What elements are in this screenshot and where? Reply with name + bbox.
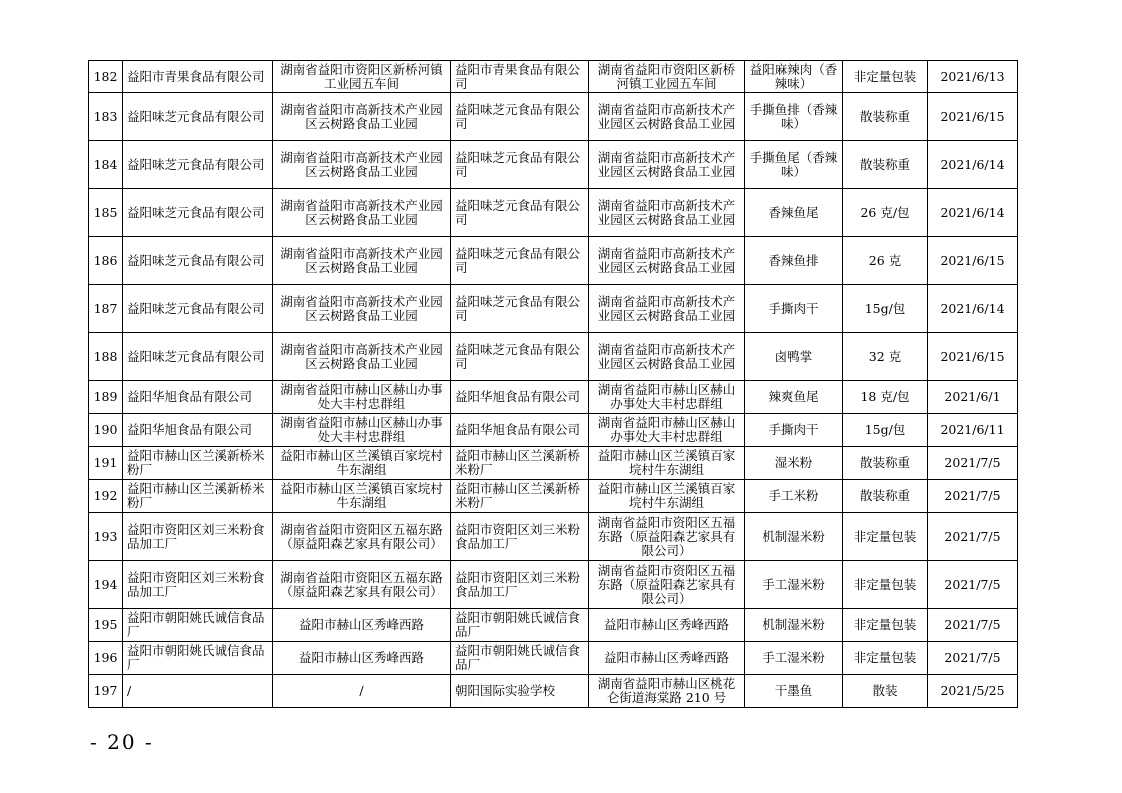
cell-producer: 益阳味芝元食品有限公司 — [123, 141, 273, 189]
cell-serial-number: 190 — [89, 414, 123, 447]
cell-production-date: 2021/7/5 — [928, 447, 1018, 480]
cell-producer: / — [123, 675, 273, 708]
cell-sampled-address: 湖南省益阳市赫山区桃花仑街道海棠路 210 号 — [589, 675, 745, 708]
cell-sampled-unit: 益阳市赫山区兰溪新桥米粉厂 — [451, 447, 589, 480]
table-row — [89, 189, 1018, 237]
cell-sampled-address: 湖南省益阳市资阳区新桥河镇工业园五车间 — [589, 61, 745, 93]
cell-serial-number: 197 — [89, 675, 123, 708]
cell-sampled-unit: 益阳市资阳区刘三米粉食品加工厂 — [451, 513, 589, 561]
cell-specification: 散装称重 — [843, 141, 928, 189]
table-row — [89, 561, 1018, 609]
cell-production-date: 2021/6/11 — [928, 414, 1018, 447]
cell-specification: 18 克/包 — [843, 381, 928, 414]
table-row — [89, 447, 1018, 480]
cell-sampled-unit: 朝阳国际实验学校 — [451, 675, 589, 708]
cell-serial-number: 187 — [89, 285, 123, 333]
table-row — [89, 675, 1018, 708]
cell-producer-address: 湖南省益阳市高新技术产业园区云树路食品工业园 — [273, 93, 451, 141]
cell-production-date: 2021/7/5 — [928, 609, 1018, 642]
table-row — [89, 381, 1018, 414]
cell-specification: 非定量包装 — [843, 642, 928, 675]
cell-producer: 益阳市朝阳姚氏诚信食品厂 — [123, 609, 273, 642]
cell-sampled-address: 湖南省益阳市高新技术产业园区云树路食品工业园 — [589, 237, 745, 285]
cell-product-name: 手工湿米粉 — [745, 642, 843, 675]
cell-serial-number: 185 — [89, 189, 123, 237]
cell-producer: 益阳味芝元食品有限公司 — [123, 333, 273, 381]
cell-specification: 散装称重 — [843, 447, 928, 480]
cell-producer: 益阳市资阳区刘三米粉食品加工厂 — [123, 561, 273, 609]
cell-specification: 非定量包装 — [843, 561, 928, 609]
cell-product-name: 香辣鱼排 — [745, 237, 843, 285]
cell-production-date: 2021/7/5 — [928, 642, 1018, 675]
cell-production-date: 2021/5/25 — [928, 675, 1018, 708]
cell-sampled-unit: 益阳味芝元食品有限公司 — [451, 285, 589, 333]
cell-producer: 益阳味芝元食品有限公司 — [123, 237, 273, 285]
cell-sampled-address: 湖南省益阳市高新技术产业园区云树路食品工业园 — [589, 285, 745, 333]
cell-product-name: 机制湿米粉 — [745, 513, 843, 561]
cell-serial-number: 196 — [89, 642, 123, 675]
cell-production-date: 2021/6/15 — [928, 237, 1018, 285]
cell-product-name: 手工湿米粉 — [745, 561, 843, 609]
cell-product-name: 辣爽鱼尾 — [745, 381, 843, 414]
cell-sampled-address: 湖南省益阳市赫山区赫山办事处大丰村忠群组 — [589, 381, 745, 414]
cell-producer-address: 湖南省益阳市高新技术产业园区云树路食品工业园 — [273, 189, 451, 237]
cell-serial-number: 182 — [89, 61, 123, 93]
cell-specification: 散装 — [843, 675, 928, 708]
cell-producer: 益阳华旭食品有限公司 — [123, 381, 273, 414]
cell-producer-address: 湖南省益阳市高新技术产业园区云树路食品工业园 — [273, 237, 451, 285]
cell-sampled-address: 湖南省益阳市赫山区赫山办事处大丰村忠群组 — [589, 414, 745, 447]
cell-product-name: 益阳麻辣肉（香辣味） — [745, 61, 843, 93]
cell-producer: 益阳市青果食品有限公司 — [123, 61, 273, 93]
cell-sampled-address: 益阳市赫山区兰溪镇百家垸村牛东湖组 — [589, 447, 745, 480]
cell-sampled-unit: 益阳市朝阳姚氏诚信食品厂 — [451, 609, 589, 642]
cell-serial-number: 195 — [89, 609, 123, 642]
cell-production-date: 2021/6/14 — [928, 189, 1018, 237]
sample-table — [88, 60, 1018, 708]
cell-production-date: 2021/6/14 — [928, 285, 1018, 333]
cell-product-name: 手撕鱼尾（香辣味） — [745, 141, 843, 189]
cell-sampled-unit: 益阳华旭食品有限公司 — [451, 414, 589, 447]
cell-sampled-address: 湖南省益阳市资阳区五福东路（原益阳森艺家具有限公司） — [589, 513, 745, 561]
cell-serial-number: 183 — [89, 93, 123, 141]
cell-sampled-address: 湖南省益阳市高新技术产业园区云树路食品工业园 — [589, 189, 745, 237]
table-row — [89, 93, 1018, 141]
cell-producer-address: 湖南省益阳市资阳区五福东路（原益阳森艺家具有限公司） — [273, 561, 451, 609]
cell-producer-address: 湖南省益阳市高新技术产业园区云树路食品工业园 — [273, 141, 451, 189]
cell-producer: 益阳市赫山区兰溪新桥米粉厂 — [123, 480, 273, 513]
table-row — [89, 609, 1018, 642]
cell-specification: 15g/包 — [843, 285, 928, 333]
cell-production-date: 2021/6/1 — [928, 381, 1018, 414]
cell-serial-number: 184 — [89, 141, 123, 189]
table-row — [89, 285, 1018, 333]
cell-producer: 益阳味芝元食品有限公司 — [123, 189, 273, 237]
cell-producer-address: 湖南省益阳市赫山区赫山办事处大丰村忠群组 — [273, 414, 451, 447]
cell-producer-address: 益阳市赫山区秀峰西路 — [273, 609, 451, 642]
cell-product-name: 手工米粉 — [745, 480, 843, 513]
cell-sampled-unit: 益阳市赫山区兰溪新桥米粉厂 — [451, 480, 589, 513]
cell-specification: 散装称重 — [843, 480, 928, 513]
cell-product-name: 湿米粉 — [745, 447, 843, 480]
cell-serial-number: 192 — [89, 480, 123, 513]
cell-sampled-unit: 益阳味芝元食品有限公司 — [451, 93, 589, 141]
cell-product-name: 手撕肉干 — [745, 285, 843, 333]
cell-sampled-address: 湖南省益阳市高新技术产业园区云树路食品工业园 — [589, 141, 745, 189]
cell-sampled-address: 湖南省益阳市高新技术产业园区云树路食品工业园 — [589, 333, 745, 381]
cell-sampled-unit: 益阳味芝元食品有限公司 — [451, 237, 589, 285]
page-number: - 20 - — [90, 730, 154, 754]
table-row — [89, 513, 1018, 561]
cell-producer-address: 湖南省益阳市高新技术产业园区云树路食品工业园 — [273, 285, 451, 333]
cell-producer-address: 益阳市赫山区秀峰西路 — [273, 642, 451, 675]
cell-sampled-unit: 益阳市朝阳姚氏诚信食品厂 — [451, 642, 589, 675]
table-row — [89, 237, 1018, 285]
table-row — [89, 61, 1018, 93]
cell-product-name: 机制湿米粉 — [745, 609, 843, 642]
table-row — [89, 141, 1018, 189]
cell-specification: 32 克 — [843, 333, 928, 381]
cell-sampled-unit: 益阳华旭食品有限公司 — [451, 381, 589, 414]
cell-specification: 26 克/包 — [843, 189, 928, 237]
cell-producer: 益阳市资阳区刘三米粉食品加工厂 — [123, 513, 273, 561]
table-row — [89, 642, 1018, 675]
cell-producer-address: 湖南省益阳市资阳区五福东路（原益阳森艺家具有限公司） — [273, 513, 451, 561]
cell-producer: 益阳味芝元食品有限公司 — [123, 93, 273, 141]
cell-producer: 益阳市朝阳姚氏诚信食品厂 — [123, 642, 273, 675]
cell-production-date: 2021/6/13 — [928, 61, 1018, 93]
cell-sampled-unit: 益阳市资阳区刘三米粉食品加工厂 — [451, 561, 589, 609]
cell-product-name: 手撕鱼排（香辣味） — [745, 93, 843, 141]
cell-specification: 26 克 — [843, 237, 928, 285]
table-body — [89, 61, 1018, 708]
cell-producer-address: / — [273, 675, 451, 708]
cell-sampled-address: 益阳市赫山区秀峰西路 — [589, 642, 745, 675]
cell-product-name: 手撕肉干 — [745, 414, 843, 447]
cell-producer-address: 益阳市赫山区兰溪镇百家垸村牛东湖组 — [273, 480, 451, 513]
cell-sampled-unit: 益阳味芝元食品有限公司 — [451, 189, 589, 237]
cell-production-date: 2021/7/5 — [928, 561, 1018, 609]
cell-producer: 益阳市赫山区兰溪新桥米粉厂 — [123, 447, 273, 480]
cell-serial-number: 193 — [89, 513, 123, 561]
cell-sampled-address: 湖南省益阳市高新技术产业园区云树路食品工业园 — [589, 93, 745, 141]
cell-sampled-unit: 益阳味芝元食品有限公司 — [451, 141, 589, 189]
cell-specification: 散装称重 — [843, 93, 928, 141]
cell-producer-address: 益阳市赫山区兰溪镇百家垸村牛东湖组 — [273, 447, 451, 480]
cell-producer-address: 湖南省益阳市赫山区赫山办事处大丰村忠群组 — [273, 381, 451, 414]
cell-sampled-address: 湖南省益阳市资阳区五福东路（原益阳森艺家具有限公司） — [589, 561, 745, 609]
cell-producer: 益阳华旭食品有限公司 — [123, 414, 273, 447]
cell-producer-address: 湖南省益阳市资阳区新桥河镇工业园五车间 — [273, 61, 451, 93]
table-row — [89, 480, 1018, 513]
cell-specification: 15g/包 — [843, 414, 928, 447]
cell-sampled-address: 益阳市赫山区秀峰西路 — [589, 609, 745, 642]
cell-sampled-unit: 益阳市青果食品有限公司 — [451, 61, 589, 93]
cell-producer: 益阳味芝元食品有限公司 — [123, 285, 273, 333]
cell-serial-number: 194 — [89, 561, 123, 609]
cell-serial-number: 189 — [89, 381, 123, 414]
cell-producer-address: 湖南省益阳市高新技术产业园区云树路食品工业园 — [273, 333, 451, 381]
cell-specification: 非定量包装 — [843, 513, 928, 561]
table-row — [89, 333, 1018, 381]
cell-serial-number: 186 — [89, 237, 123, 285]
cell-specification: 非定量包装 — [843, 609, 928, 642]
cell-production-date: 2021/7/5 — [928, 513, 1018, 561]
cell-product-name: 干墨鱼 — [745, 675, 843, 708]
table-row — [89, 414, 1018, 447]
cell-sampled-unit: 益阳味芝元食品有限公司 — [451, 333, 589, 381]
cell-specification: 非定量包装 — [843, 61, 928, 93]
cell-production-date: 2021/6/15 — [928, 333, 1018, 381]
cell-production-date: 2021/6/14 — [928, 141, 1018, 189]
cell-serial-number: 191 — [89, 447, 123, 480]
cell-production-date: 2021/7/5 — [928, 480, 1018, 513]
cell-production-date: 2021/6/15 — [928, 93, 1018, 141]
cell-product-name: 香辣鱼尾 — [745, 189, 843, 237]
cell-serial-number: 188 — [89, 333, 123, 381]
cell-product-name: 卤鸭掌 — [745, 333, 843, 381]
cell-sampled-address: 益阳市赫山区兰溪镇百家垸村牛东湖组 — [589, 480, 745, 513]
